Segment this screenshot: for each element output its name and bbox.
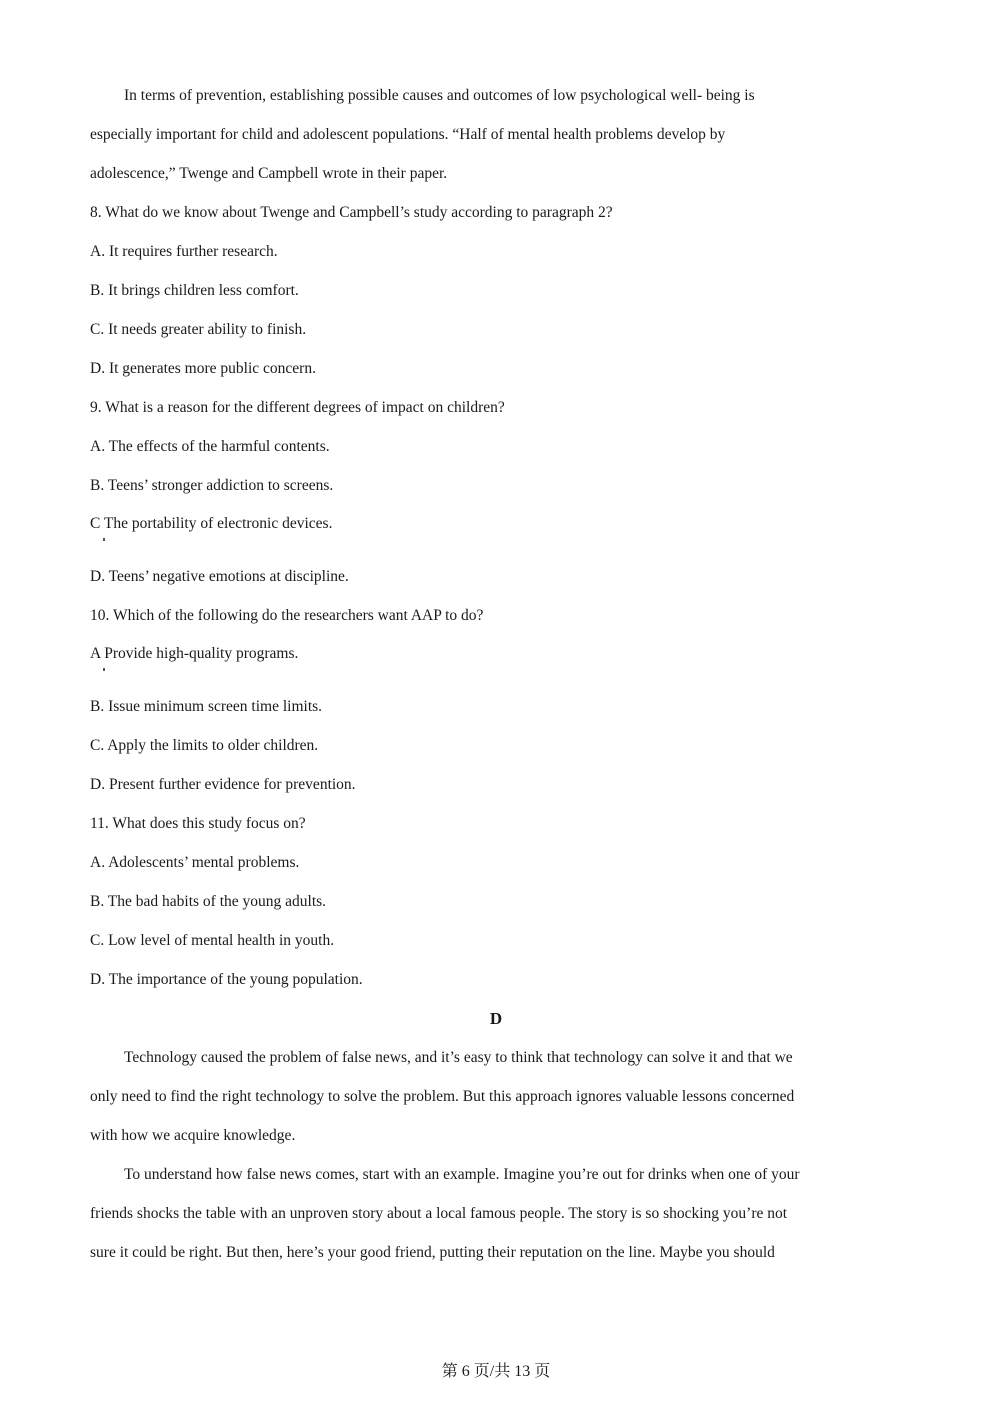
answer-option: C The portability of electronic devices. xyxy=(90,515,333,532)
paragraph-line: sure it could be right. But then, here’s your good friend, putting their reputation on the line. Maybe you should xyxy=(90,1244,775,1261)
question-stem: 10. Which of the following do the researchers want AAP to do? xyxy=(90,607,484,624)
section-heading: D xyxy=(489,1009,503,1028)
answer-option: B. The bad habits of the young adults. xyxy=(90,893,327,910)
answer-option: A Provide high-quality programs. xyxy=(90,645,299,662)
paragraph-line: friends shocks the table with an unproven story about a local famous people. The story is so shocking you’re not xyxy=(90,1205,788,1222)
paragraph-line: adolescence,” Twenge and Campbell wrote in their paper. xyxy=(90,165,448,182)
answer-option: A. The effects of the harmful contents. xyxy=(90,438,330,455)
paragraph-line: with how we acquire knowledge. xyxy=(90,1127,296,1144)
answer-option: A. Adolescents’ mental problems. xyxy=(90,854,300,871)
question-stem: 11. What does this study focus on? xyxy=(90,815,306,832)
answer-option: C. Low level of mental health in youth. xyxy=(90,932,335,949)
paragraph-line: In terms of prevention, establishing possible causes and outcomes of low psychological well- being is xyxy=(124,87,755,104)
answer-option: C. It needs greater ability to finish. xyxy=(90,321,307,338)
answer-option: B. Teens’ stronger addiction to screens. xyxy=(90,477,334,494)
answer-option: D. It generates more public concern. xyxy=(90,360,316,377)
question-stem: 9. What is a reason for the different degrees of impact on children? xyxy=(90,399,505,416)
scan-speck xyxy=(103,668,105,671)
paragraph-line: especially important for child and adolescent populations. “Half of mental health problems develop by xyxy=(90,126,726,143)
scan-speck xyxy=(103,538,105,541)
answer-option: B. It brings children less comfort. xyxy=(90,282,299,299)
question-stem: 8. What do we know about Twenge and Campbell’s study according to paragraph 2? xyxy=(90,204,613,221)
paragraph-line: To understand how false news comes, start with an example. Imagine you’re out for drinks when one of your xyxy=(124,1166,800,1183)
paragraph-line: only need to find the right technology to solve the problem. But this approach ignores valuable lessons concerned xyxy=(90,1088,795,1105)
answer-option: D. Present further evidence for prevention. xyxy=(90,776,356,793)
paragraph-line: Technology caused the problem of false news, and it’s easy to think that technology can solve it and that we xyxy=(124,1049,793,1066)
answer-option: C. Apply the limits to older children. xyxy=(90,737,319,754)
answer-option: D. The importance of the young population. xyxy=(90,971,363,988)
page-number-footer: 第 6 页/共 13 页 xyxy=(441,1363,551,1380)
answer-option: B. Issue minimum screen time limits. xyxy=(90,698,323,715)
answer-option: A. It requires further research. xyxy=(90,243,278,260)
answer-option: D. Teens’ negative emotions at discipline. xyxy=(90,568,349,585)
